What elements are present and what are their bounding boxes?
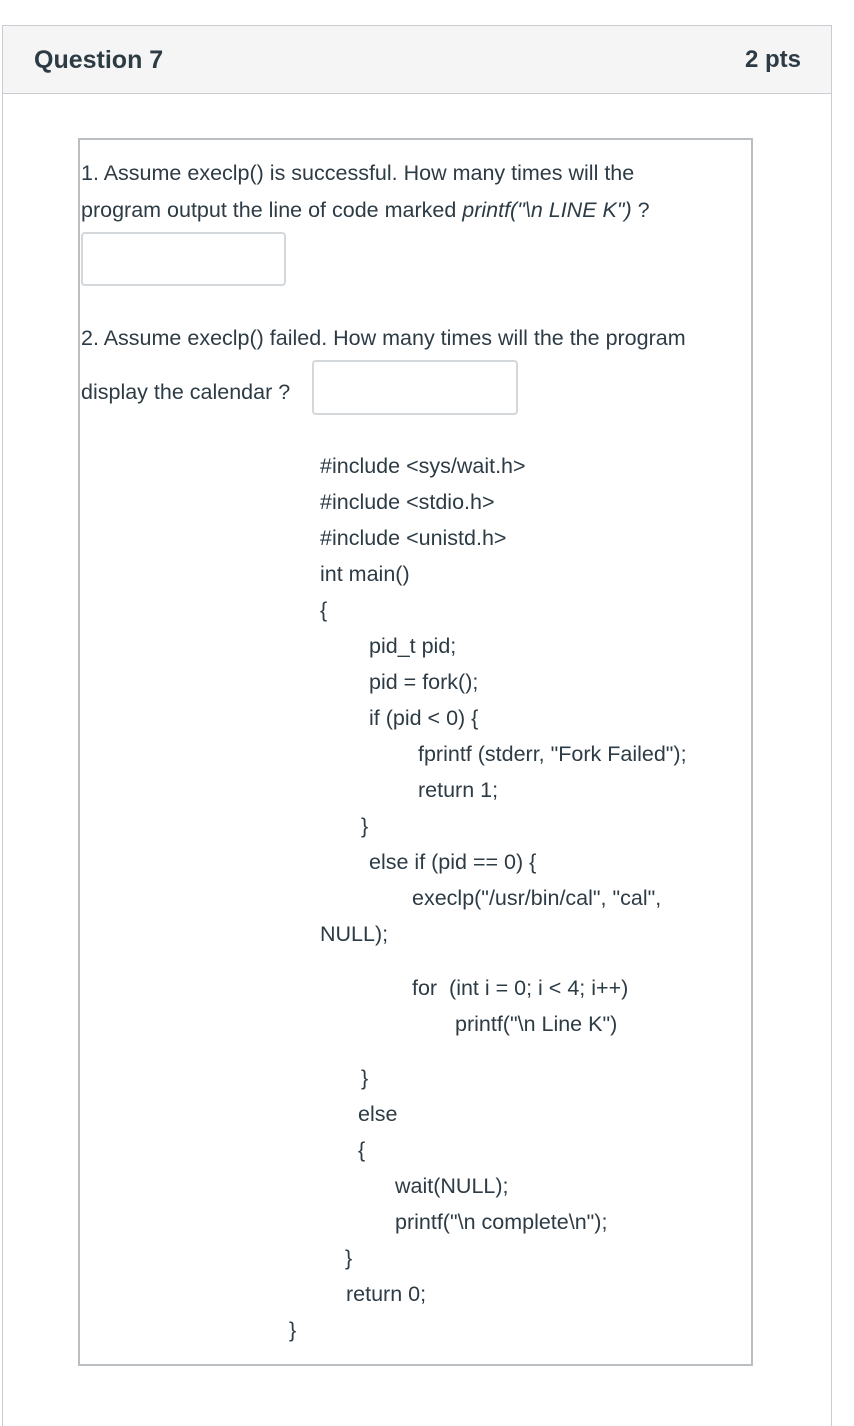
q1-answer-input[interactable] [81, 232, 286, 286]
question-header [3, 26, 831, 94]
q2-text-line2: display the calendar ? [81, 380, 291, 404]
q1-text-line1: 1. Assume execlp() is successful. How many times will the [81, 161, 635, 185]
question-title: Question 7 [34, 46, 164, 74]
code-line: return 1; [418, 778, 499, 802]
code-line: int main() [320, 562, 410, 586]
q2-text-line1: 2. Assume execlp() failed. How many times will the the program [81, 326, 686, 350]
q1-code-reference: printf("\n LINE K") [462, 198, 632, 222]
code-line: pid_t pid; [369, 634, 457, 658]
code-line: printf("\n complete\n"); [395, 1210, 608, 1234]
code-line: printf("\n Line K") [455, 1012, 618, 1036]
code-line: else if (pid == 0) { [369, 850, 537, 874]
q1-text-line2 [81, 198, 650, 223]
code-line: #include <sys/wait.h> [320, 454, 526, 478]
code-line: } [361, 1066, 369, 1090]
code-line: } [289, 1318, 297, 1342]
code-line: execlp("/usr/bin/cal", "cal", [412, 886, 662, 910]
code-line: NULL); [320, 922, 389, 946]
code-line: pid = fork(); [369, 670, 479, 694]
code-line: #include <unistd.h> [320, 526, 507, 550]
code-line: if (pid < 0) { [369, 706, 479, 730]
code-line: for (int i = 0; i < 4; i++) [412, 976, 629, 1000]
q1-text-suffix: ? [631, 198, 650, 222]
code-line: #include <stdio.h> [320, 490, 495, 514]
code-line: wait(NULL); [395, 1174, 509, 1198]
q1-text-prefix: program output the line of code marked [81, 198, 463, 222]
code-line: fprintf (stderr, "Fork Failed"); [418, 742, 687, 766]
code-line: { [320, 598, 328, 622]
question-points: 2 pts [744, 46, 801, 73]
code-line: return 0; [346, 1282, 427, 1306]
code-line: } [345, 1246, 353, 1270]
code-line: } [361, 814, 369, 838]
q2-answer-input[interactable] [312, 360, 518, 415]
code-line: { [358, 1138, 366, 1162]
code-line: else [358, 1102, 398, 1126]
